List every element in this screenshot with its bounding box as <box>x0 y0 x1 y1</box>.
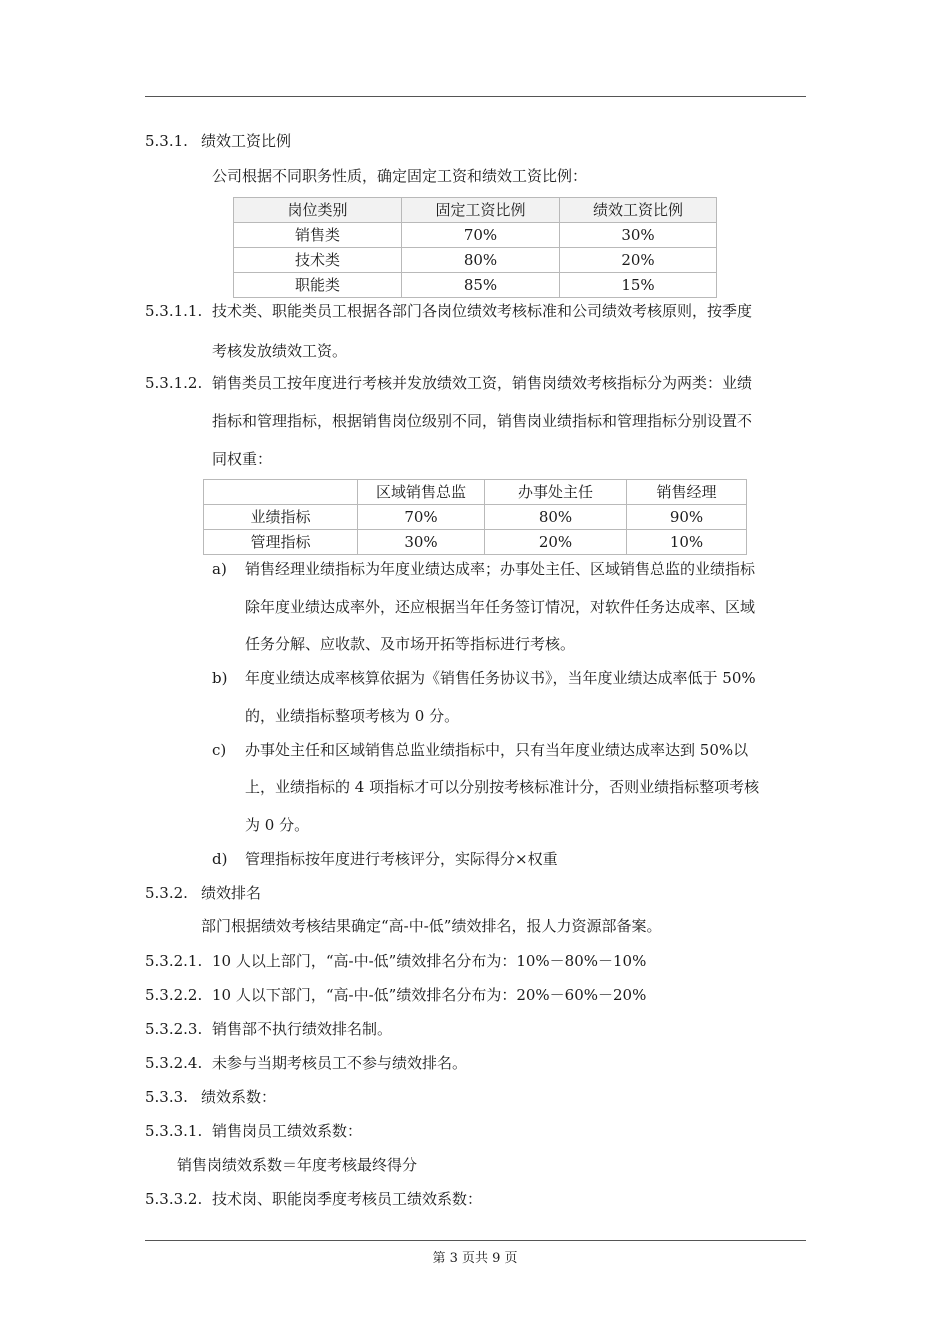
paragraph: 未参与当期考核员工不参与绩效排名。 <box>212 1054 468 1072</box>
footer-rule <box>145 1240 806 1241</box>
list-item-line: 为 0 分。 <box>245 816 310 834</box>
table-cell: 10% <box>627 530 747 555</box>
intro-paragraph: 公司根据不同职务性质，确定固定工资和绩效工资比例： <box>212 167 588 185</box>
table-cell: 70% <box>358 505 485 530</box>
section-number: 5.3.2.2. <box>145 986 203 1004</box>
paragraph-line: 销售类员工按年度进行考核并发放绩效工资，销售岗绩效考核指标分为两类：业绩 <box>212 374 753 392</box>
table-cell: 20% <box>485 530 627 555</box>
section-number: 5.3.1. <box>145 132 188 150</box>
section-number: 5.3.1.2. <box>145 374 203 392</box>
table-header-cell <box>204 480 358 505</box>
table-row <box>204 505 747 530</box>
table-cell: 70% <box>402 223 560 248</box>
table-cell: 技术类 <box>234 248 402 273</box>
section-number: 5.3.2.1. <box>145 952 203 970</box>
section-number: 5.3.3.2. <box>145 1190 203 1208</box>
table-cell: 销售类 <box>234 223 402 248</box>
list-item-line: 上，业绩指标的 4 项指标才可以分别按考核标准计分，否则业绩指标整项考核 <box>245 778 760 796</box>
section-title: 绩效系数： <box>201 1088 277 1106</box>
table-cell: 90% <box>627 505 747 530</box>
table-cell: 30% <box>358 530 485 555</box>
table-cell: 职能类 <box>234 273 402 298</box>
table-header-row <box>204 480 747 505</box>
list-item-line: 销售经理业绩指标为年度业绩达成率；办事处主任、区域销售总监的业绩指标 <box>245 560 756 578</box>
paragraph: 技术岗、职能岗季度考核员工绩效系数： <box>212 1190 483 1208</box>
paragraph-line: 指标和管理指标，根据销售岗位级别不同，销售岗业绩指标和管理指标分别设置不 <box>212 412 753 430</box>
paragraph: 10 人以上部门，“高-中-低”绩效排名分布为：10%－80%－10% <box>212 952 647 970</box>
paragraph-line: 考核发放绩效工资。 <box>212 342 348 360</box>
section-title: 绩效工资比例 <box>201 132 292 150</box>
table-cell: 15% <box>560 273 717 298</box>
list-marker: c) <box>212 741 227 759</box>
table-header-cell: 岗位类别 <box>234 198 402 223</box>
table-row <box>234 248 717 273</box>
table-cell: 80% <box>485 505 627 530</box>
list-marker: b) <box>212 669 228 687</box>
list-marker: a) <box>212 560 227 578</box>
section-number: 5.3.2. <box>145 884 188 902</box>
indicator-weight-table <box>203 479 747 555</box>
paragraph-line: 技术类、职能类员工根据各部门各岗位绩效考核标准和公司绩效考核原则，按季度 <box>212 302 753 320</box>
list-marker: d) <box>212 850 228 868</box>
section-number: 5.3.2.3. <box>145 1020 203 1038</box>
table-header-cell: 办事处主任 <box>485 480 627 505</box>
section-number: 5.3.1.1. <box>145 302 203 320</box>
table-row <box>234 223 717 248</box>
list-item-line: 年度业绩达成率核算依据为《销售任务协议书》，当年度业绩达成率低于 50% <box>245 669 756 687</box>
table-cell: 管理指标 <box>204 530 358 555</box>
section-title: 绩效排名 <box>201 884 262 902</box>
paragraph: 10 人以下部门，“高-中-低”绩效排名分布为：20%－60%－20% <box>212 986 647 1004</box>
table-cell: 30% <box>560 223 717 248</box>
table-cell: 20% <box>560 248 717 273</box>
list-item-line: 管理指标按年度进行考核评分，实际得分×权重 <box>245 850 558 868</box>
section-number: 5.3.2.4. <box>145 1054 203 1072</box>
section-number: 5.3.3.1. <box>145 1122 203 1140</box>
list-item-line: 的，业绩指标整项考核为 0 分。 <box>245 707 460 725</box>
formula: 销售岗绩效系数＝年度考核最终得分 <box>177 1156 418 1174</box>
table-header-cell: 固定工资比例 <box>402 198 560 223</box>
section-number: 5.3.3. <box>145 1088 188 1106</box>
page-footer: 第 3 页共 9 页 <box>432 1251 518 1266</box>
list-item-line: 办事处主任和区域销售总监业绩指标中，只有当年度业绩达成率达到 50%以 <box>245 741 749 759</box>
list-item-line: 除年度业绩达成率外，还应根据当年任务签订情况，对软件任务达成率、区域 <box>245 598 756 616</box>
salary-ratio-table <box>233 197 717 298</box>
paragraph-line: 同权重： <box>212 450 273 468</box>
table-header-row <box>234 198 717 223</box>
paragraph: 销售部不执行绩效排名制。 <box>212 1020 393 1038</box>
paragraph: 销售岗员工绩效系数： <box>212 1122 363 1140</box>
table-row <box>204 530 747 555</box>
table-cell: 业绩指标 <box>204 505 358 530</box>
table-header-cell: 区域销售总监 <box>358 480 485 505</box>
table-cell: 80% <box>402 248 560 273</box>
paragraph: 部门根据绩效考核结果确定“高-中-低”绩效排名，报人力资源部备案。 <box>201 917 662 935</box>
header-rule <box>145 96 806 97</box>
table-row <box>234 273 717 298</box>
table-cell: 85% <box>402 273 560 298</box>
table-header-cell: 销售经理 <box>627 480 747 505</box>
list-item-line: 任务分解、应收款、及市场开拓等指标进行考核。 <box>245 635 576 653</box>
table-header-cell: 绩效工资比例 <box>560 198 717 223</box>
